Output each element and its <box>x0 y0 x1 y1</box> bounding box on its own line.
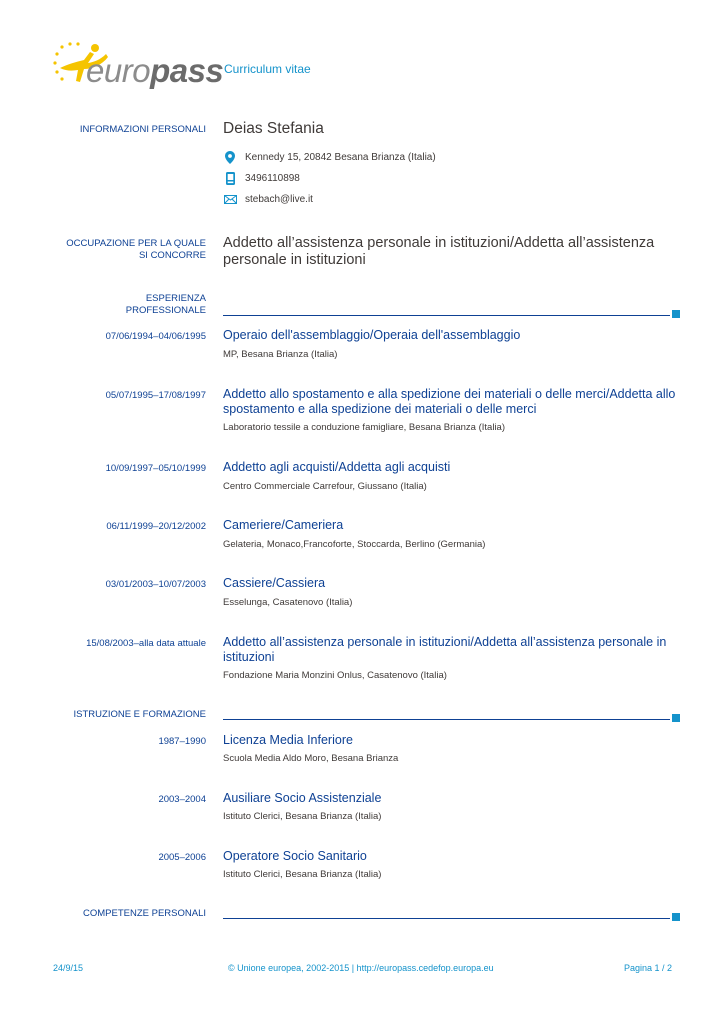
experience-4-dates: 06/11/1999–20/12/2002 <box>106 521 206 532</box>
divider-line <box>223 315 670 316</box>
divider-square <box>672 714 680 722</box>
europass-logo <box>50 38 224 96</box>
email-row <box>223 192 313 206</box>
skills-divider <box>223 911 680 921</box>
education-3-dates: 2005–2006 <box>158 852 206 863</box>
experience-divider <box>223 308 680 318</box>
education-label: ISTRUZIONE E FORMAZIONE <box>73 709 206 720</box>
experience-label-line1: ESPERIENZA <box>145 293 206 304</box>
candidate-name: Deias Stefania <box>223 120 324 137</box>
education-2-title: Ausiliare Socio Assistenziale <box>223 791 382 805</box>
logo-text-euro: euro <box>86 52 151 89</box>
address-row <box>223 150 436 164</box>
address-text: Kennedy 15, 20842 Besana Brianza (Italia) <box>245 151 436 163</box>
location-pin-icon <box>223 150 237 164</box>
experience-6-place: Fondazione Maria Monzini Onlus, Casatenovo (Italia) <box>223 670 447 681</box>
europass-wordmark <box>86 52 223 90</box>
phone-text: 3496110898 <box>245 172 300 184</box>
personal-info-label: INFORMAZIONI PERSONALI <box>79 124 206 135</box>
education-3-title: Operatore Socio Sanitario <box>223 849 367 863</box>
experience-4-place: Gelateria, Monaco,Francoforte, Stoccarda, Berlino (Germania) <box>223 539 486 550</box>
envelope-icon <box>223 192 237 206</box>
education-1-dates: 1987–1990 <box>158 736 206 747</box>
experience-5-dates: 03/01/2003–10/07/2003 <box>105 579 206 590</box>
divider-line <box>223 918 670 919</box>
experience-6-dates: 15/08/2003–alla data attuale <box>86 638 206 649</box>
experience-2-dates: 05/07/1995–17/08/1997 <box>105 390 206 401</box>
experience-label-line2: PROFESSIONALE <box>125 304 206 316</box>
logo-text-pass: pass <box>150 52 224 89</box>
occupation-label-line1: OCCUPAZIONE PER LA QUALE <box>66 238 206 249</box>
education-2-dates: 2003–2004 <box>158 794 206 805</box>
education-2-place: Istituto Clerici, Besana Brianza (Italia) <box>223 811 382 822</box>
experience-3-dates: 10/09/1997–05/10/1999 <box>105 463 206 474</box>
education-divider <box>223 712 680 722</box>
experience-3-place: Centro Commerciale Carrefour, Giussano (Italia) <box>223 481 427 492</box>
mobile-phone-icon <box>223 171 237 185</box>
occupation-label <box>40 238 206 261</box>
experience-1-dates: 07/06/1994–04/06/1995 <box>105 331 206 342</box>
skills-label: COMPETENZE PERSONALI <box>83 908 206 919</box>
experience-2-place: Laboratorio tessile a conduzione famigliare, Besana Brianza (Italia) <box>223 422 505 433</box>
divider-square <box>672 913 680 921</box>
education-1-place: Scuola Media Aldo Moro, Besana Brianza <box>223 753 399 764</box>
footer-date: 24/9/15 <box>53 963 84 973</box>
experience-2-title: Addetto allo spostamento e alla spedizione dei materiali o delle merci/Addetta allo spostamento e alla spedizione dei materiali o delle merci <box>223 387 676 416</box>
experience-3-title: Addetto agli acquisti/Addetta agli acquisti <box>223 460 451 474</box>
occupation-label-line2: SI CONCORRE <box>138 249 206 261</box>
footer-copyright[interactable]: © Unione europea, 2002-2015 | http://europass.cedefop.europa.eu <box>228 963 494 973</box>
experience-5-title: Cassiere/Cassiera <box>223 576 326 590</box>
experience-label <box>40 293 206 316</box>
divider-square <box>672 310 680 318</box>
email-text[interactable]: stebach@live.it <box>245 193 313 205</box>
experience-6-title: Addetto all’assistenza personale in istituzioni/Addetta all’assistenza personale in istituzioni <box>223 635 667 664</box>
occupation-value: Addetto all’assistenza personale in istituzioni/Addetta all’assistenza personale in istituzioni <box>223 235 655 268</box>
experience-4-title: Cameriere/Cameriera <box>223 518 344 532</box>
experience-1-place: MP, Besana Brianza (Italia) <box>223 349 338 360</box>
education-3-place: Istituto Clerici, Besana Brianza (Italia) <box>223 869 382 880</box>
experience-1-title: Operaio dell'assemblaggio/Operaia dell'assemblaggio <box>223 328 521 342</box>
experience-5-place: Esselunga, Casatenovo (Italia) <box>223 597 353 608</box>
footer-page-number: Pagina 1 / 2 <box>624 963 673 973</box>
phone-row <box>223 171 300 185</box>
document-title: Curriculum vitae <box>224 62 311 76</box>
education-1-title: Licenza Media Inferiore <box>223 733 353 747</box>
divider-line <box>223 719 670 720</box>
page-header <box>50 38 690 98</box>
